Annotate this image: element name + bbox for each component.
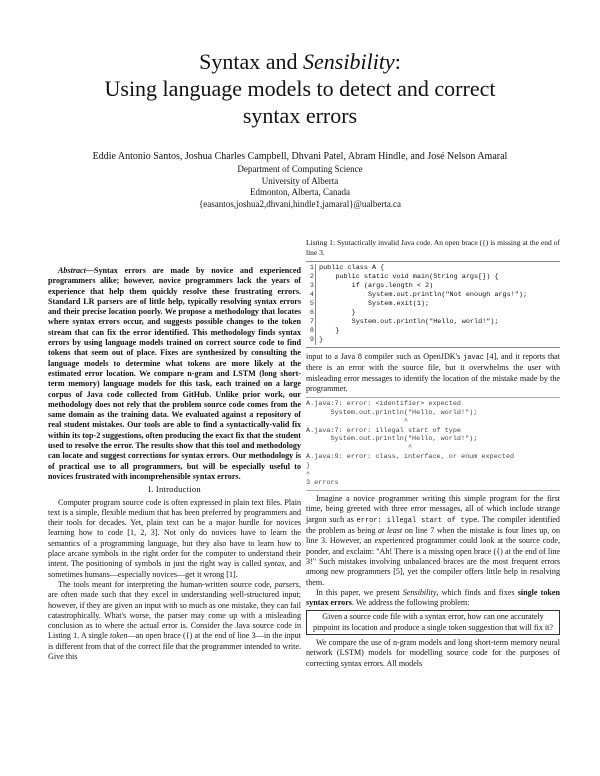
title-colon: :	[394, 49, 401, 74]
right-column	[306, 238, 560, 669]
right-p3-text-b: , which finds and fixes	[436, 587, 518, 597]
code-text: }	[319, 336, 324, 344]
affiliation-univ: University of Alberta	[261, 175, 339, 186]
line-number: 9	[306, 336, 316, 345]
code-line	[306, 318, 560, 327]
code-line	[306, 264, 560, 273]
intro-p2-text-c: —an open brace ({) at the end of line 3—in the input is different from that of the correct file that the programmer intended to write. Give this	[48, 631, 301, 661]
code-text: System.out.println("Not enough args!");	[319, 291, 528, 299]
section-heading-introduction: I. Introduction	[148, 484, 201, 495]
line-number: 5	[306, 300, 316, 309]
code-text: }	[319, 309, 356, 317]
code-listing	[306, 261, 560, 348]
right-p3-text-a: In this paper, we present	[316, 587, 403, 597]
code-text: public static void main(String args[]) {	[319, 273, 499, 281]
right-p3-emphasis: Sensibility	[402, 587, 437, 597]
right-p2-text-a: Imagine a novice programmer writing this simple program for the first time, being greeted with three error messages, all of which include strange jargon such as	[306, 494, 560, 524]
right-p2-text-c: on line 7 when the mistake is four lines up, on line 3. However, an experienced programmer could look at the source code, ponder, and exclaim: "Ah! There is a missing open brace ({) at the end of line 3!" Such mistakes involving unbalanced braces are the most frequent errors among new programmers [5], yet the compiler offers little help in resolving them.	[306, 526, 560, 587]
paper-title	[0, 48, 600, 129]
title-line3: syntax errors	[242, 103, 358, 128]
abstract-text: —Syntax errors are made by novice and experienced programmers alike; however, novice programmers lack the years of experience that help them quickly resolve these frustrating errors. Standard LR parsers are of little help, typically resolving syntax errors and their precise location poorly. We propose a methodology that locates where syntax errors occur, and suggests possible changes to the token stream that can fix the error identified. This methodology finds syntax errors by using language models trained on correct source code to find tokens that seem out of place. Fixes are synthesized by consulting the language models to determine what tokens are more likely at the estimated error location. We compare n-gram and LSTM (long short-term memory) language models for this task, each trained on a large corpus of Java code collected from GitHub. Unlike prior work, our methodology does not rely that the problem source code comes from the same domain as the training data. We evaluated against a repository of real student mistakes. Our tools are able to find a syntactically-valid fix within its top-2 suggestions, often producing the exact fix that the student used to resolve the error. The results show that this tool and methodology can locate and suggest corrections for syntax errors. Our methodology is of practical use to all programmers, but will be especially useful to novices frustrated with incomprehensible syntax errors.	[48, 266, 301, 481]
intro-p2-text-a: The tools meant for interpreting the human-written source code,	[58, 579, 275, 589]
affiliation-dept: Department of Computing Science	[237, 164, 363, 174]
code-line	[306, 336, 560, 345]
title-line2: Using language models to detect and correct	[104, 76, 496, 101]
line-number: 4	[306, 291, 316, 300]
intro-paragraph-2	[48, 580, 301, 662]
intro-p1-text-a: Computer program source code is often expressed in plain text files. Plain text is a simple, flexible medium that has been preferred by programmers and their tools for decades. Yet, plain text can be a major hurdle for novices learning how to code [1, 2, 3]. Not only do novices have to learn the semantics of a programming language, but they also have to learn how to place arcane symbols in the right order for the computer to understand their intent. The positioning of symbols in just the right way is called	[48, 497, 301, 569]
right-p3-strong: single token syntax errors	[306, 587, 560, 608]
right-p2-emphasis: at least	[377, 526, 403, 536]
left-column	[48, 266, 301, 662]
code-line	[306, 309, 560, 318]
intro-paragraph-1	[48, 498, 301, 580]
right-paragraph-2	[306, 494, 560, 588]
code-text: }	[319, 327, 340, 335]
line-number: 7	[306, 318, 316, 327]
intro-p2-text-b: , are often made such that they excel in understanding well-structured input; however, if they are given an input with so much as one mistake, they can fail catastrophically. What's worse, the parser may come up with a misleading conclusion as to where the actual error is. Consider the Java source code in Listing 1. A single	[48, 579, 301, 641]
line-number: 1	[306, 264, 316, 273]
line-number: 6	[306, 309, 316, 318]
right-p2-text-b: . The compiler identified the problem as being	[306, 514, 560, 536]
right-p1-text-b: [4], and it reports that there is an error with the source file, but it overwhelms the user with misleading error messages to identify the location of the mistake made by the programmer.	[306, 352, 560, 393]
code-text: if (args.length < 2)	[319, 282, 434, 290]
code-text: System.out.println("Hello, world!");	[319, 318, 499, 326]
code-text: public class A {	[319, 264, 385, 272]
title-emphasis: Sensibility	[303, 49, 395, 74]
intro-p2-emphasis-parsers: parsers	[274, 579, 299, 589]
javac-code: javac	[463, 354, 485, 362]
intro-p1-emphasis: syntax	[263, 559, 285, 569]
right-paragraph-3	[306, 588, 560, 609]
abstract	[48, 266, 301, 482]
affiliation-city: Edmonton, Alberta, Canada	[250, 187, 350, 197]
line-number: 2	[306, 273, 316, 282]
code-line	[306, 300, 560, 309]
compiler-output: A.java:7: error: <identifier> expected System.out.println("Hello, world!"); ^ A.java:7: error: illegal start of type System.out.println("Hello, world!"); ^ A.java:9: error: class, interface, or enum expected } ^ 3 errors	[306, 397, 560, 491]
intro-p1-text-b: , and sometimes humans—especially novices—get it wrong [1].	[48, 559, 301, 579]
code-line	[306, 327, 560, 336]
code-line	[306, 273, 560, 282]
affiliation-email: {easantos,joshua2,dhvani,hindle1,jamaral}@ualberta.ca	[198, 198, 402, 209]
intro-p2-emphasis-token: token	[110, 631, 128, 641]
affiliation	[0, 164, 600, 210]
abstract-lead: Abstract	[58, 266, 86, 275]
line-number: 8	[306, 327, 316, 336]
problem-statement-box: Given a source code file with a syntax error, how can one accurately pinpoint its location and produce a single token suggestion that will fix it?	[306, 610, 560, 635]
right-p1-text-a: input to a Java 8 compiler such as OpenJDK's	[306, 352, 463, 361]
line-number: 3	[306, 282, 316, 291]
code-line	[306, 282, 560, 291]
author-list: Eddie Antonio Santos, Joshua Charles Campbell, Dhvani Patel, Abram Hindle, and José Nelson Amaral	[92, 151, 508, 162]
code-text: System.exit(1);	[319, 300, 430, 308]
listing-caption: Listing 1: Syntactically invalid Java code. An open brace ({) is missing at the end of line 3.	[306, 238, 560, 257]
right-p3-text-c: . We address the following problem:	[351, 598, 470, 608]
error-jargon-code: error: illegal start of type	[356, 516, 478, 525]
right-paragraph-1	[306, 352, 560, 394]
title-line1-pre: Syntax and	[199, 49, 304, 74]
code-line	[306, 291, 560, 300]
right-paragraph-4: We compare the use of n-gram models and long short-term memory neural network (LSTM) models for modelling source code for the purposes of correcting syntax errors. All models	[306, 638, 560, 668]
